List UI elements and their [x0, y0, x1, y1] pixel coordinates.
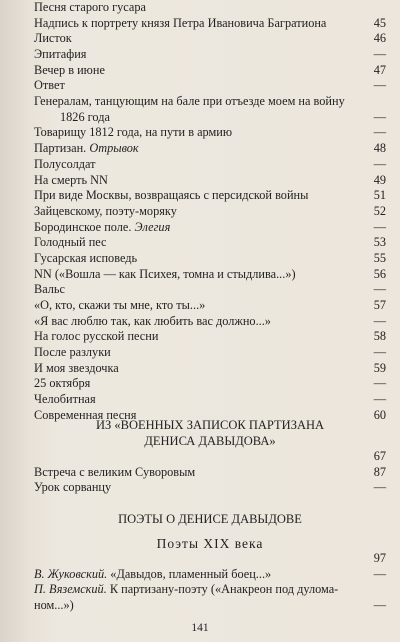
toc-entry-title-text: Товарищу 1812 года, на пути в армию	[34, 125, 233, 140]
toc-entry-title	[34, 0, 358, 16]
toc-entry-title-text: На смерть NN	[34, 172, 108, 187]
section-entries-military-notes	[34, 449, 386, 496]
toc-entry	[34, 157, 386, 173]
toc-entry-title-text: К партизану-поэту («Анакреон под дулома-	[106, 582, 339, 597]
toc-entry-title-text: Песня старого гусара	[34, 0, 146, 14]
toc-entry	[34, 0, 386, 16]
toc-entry-title-text: ном...»)	[34, 598, 74, 613]
toc-entry-title	[34, 298, 358, 314]
toc-entry-title-text: Ответ	[34, 78, 65, 93]
toc-entry-title-text: Вечер в июне	[34, 62, 105, 77]
toc-entry-page: 49	[373, 172, 386, 187]
toc-entry-title-text: Эпитафия	[34, 47, 87, 62]
toc-entry-title	[34, 141, 358, 157]
toc-entry-page: —	[373, 156, 386, 171]
toc-entry-title	[34, 173, 358, 189]
toc-entry-page: —	[373, 219, 386, 234]
toc-entry	[34, 31, 386, 47]
toc-entry-title-text: После разлуки	[34, 345, 111, 360]
toc-entry	[34, 251, 386, 267]
toc-entry-title	[34, 47, 358, 63]
toc-entry-title-text: Полусолдат	[34, 156, 96, 171]
toc-entry	[34, 63, 386, 79]
toc-entry-page: 57	[373, 298, 386, 313]
toc-entry-title	[34, 31, 358, 47]
toc-entry-page: —	[373, 313, 386, 328]
toc-entry	[34, 345, 386, 361]
toc-entry	[34, 141, 386, 157]
toc-entry-page: 87	[373, 464, 386, 479]
toc-entry	[34, 567, 386, 583]
toc-entry-page: 55	[373, 250, 386, 265]
toc-entry-title	[34, 376, 358, 392]
toc-entry-title-text: Генералам, танцующим на бале при отъезде моем на войну	[34, 94, 345, 109]
toc-entry-title-text: «О, кто, скажи ты мне, кто ты...»	[34, 298, 206, 313]
toc-entry-author: В. Жуковский.	[34, 566, 108, 581]
toc-entry-title	[34, 480, 358, 496]
toc-entry-title	[34, 251, 358, 267]
toc-entry-title-text: Зайцевскому, поэту-моряку	[34, 203, 177, 218]
toc-entry	[34, 220, 386, 236]
toc-entry-title	[34, 157, 358, 173]
toc-entry-page: —	[373, 345, 386, 360]
toc-entry-title-text: Вальс	[34, 282, 65, 297]
section-heading-poets	[34, 511, 386, 527]
toc-entry-title-text: NN («Вошла — как Психея, томна и стыдлива...»)	[34, 266, 296, 281]
toc-entry-page: 48	[373, 141, 386, 156]
toc-entry	[34, 298, 386, 314]
toc-entry	[34, 449, 386, 465]
toc-entry-title	[34, 125, 358, 141]
section-heading-military-notes	[34, 417, 386, 449]
toc-entry-title-text: Голодный пес	[34, 235, 107, 250]
toc-entry	[34, 598, 386, 614]
toc-entry	[34, 329, 386, 345]
toc-entry-page: —	[373, 125, 386, 140]
toc-entry-title-text: Челобитная	[34, 392, 96, 407]
toc-entry	[34, 173, 386, 189]
toc-entry-title	[34, 220, 358, 236]
toc-entry-title	[34, 282, 358, 298]
subheading-19th-century: Поэты XIX века	[156, 536, 264, 551]
toc-entry-subtitle: Элегия	[134, 219, 171, 234]
section-heading-line: ИЗ «ВОЕННЫХ ЗАПИСОК ПАРТИЗАНА	[95, 418, 325, 432]
toc-entry-title-text: И моя звездочка	[34, 360, 119, 375]
toc-entry	[34, 480, 386, 496]
toc-entry-page: —	[373, 392, 386, 407]
toc-entry-title-text: Надпись к портрету князя Петра Ивановича Багратиона	[34, 15, 327, 30]
toc-entry-title-text: Современная песня	[34, 407, 137, 422]
toc-entry	[34, 392, 386, 408]
toc-entry-title	[34, 16, 358, 32]
toc-entry-title-text: Партизан.	[34, 141, 90, 156]
toc-entry-subtitle: Отрывок	[89, 141, 139, 156]
table-of-contents	[34, 0, 386, 424]
toc-entry-title-text: Встреча с великим Суворовым	[34, 464, 196, 479]
toc-entry-title-text: 1826 года	[60, 109, 110, 124]
toc-entry-page: 58	[373, 329, 386, 344]
toc-entry-title-text: На голос русской песни	[34, 329, 159, 344]
toc-entry-title	[34, 392, 358, 408]
toc-entry	[34, 361, 386, 377]
toc-entry-page: 46	[373, 31, 386, 46]
toc-entry-page: 59	[373, 360, 386, 375]
toc-entry-page: 45	[373, 15, 386, 30]
toc-entry-page: —	[373, 109, 386, 124]
toc-entry-page: —	[373, 282, 386, 297]
toc-entry	[34, 282, 386, 298]
section-entries-poets	[34, 551, 386, 614]
toc-entry	[34, 314, 386, 330]
toc-entry-page: 56	[373, 266, 386, 281]
toc-entry-title-text: Листок	[34, 31, 72, 46]
toc-entry-title	[34, 567, 358, 583]
toc-entry-title-text: Бородинское поле.	[34, 219, 135, 234]
toc-entry	[34, 126, 386, 142]
toc-entry-page: 67	[373, 448, 386, 463]
toc-entry	[34, 235, 386, 251]
toc-entry-page: —	[373, 47, 386, 62]
toc-entry	[34, 582, 386, 598]
toc-entry-title	[34, 78, 358, 94]
toc-entry-page: 47	[373, 62, 386, 77]
toc-entry-page: 53	[373, 235, 386, 250]
toc-entry	[34, 377, 386, 393]
toc-entry	[34, 47, 386, 63]
toc-entry	[34, 204, 386, 220]
toc-entry-title-text: «Я вас люблю так, как любить вас должно...»	[34, 313, 271, 328]
toc-entry	[34, 110, 386, 126]
toc-entry-title	[34, 361, 358, 377]
toc-entry-title	[34, 63, 358, 79]
toc-entry-page: 51	[373, 188, 386, 203]
toc-entry	[34, 188, 386, 204]
toc-entry	[34, 94, 386, 110]
toc-entry-title-text: Гусарская исповедь	[34, 250, 138, 265]
toc-list	[34, 0, 386, 424]
toc-entry-title-text: При виде Москвы, возвращаясь с персидской войны	[34, 188, 309, 203]
toc-entry-title	[34, 329, 358, 345]
toc-entry-page: —	[373, 566, 386, 581]
toc-entry	[34, 267, 386, 283]
toc-entry-page: —	[373, 598, 386, 613]
toc-entry-title	[34, 598, 358, 614]
toc-entry-page: —	[373, 376, 386, 391]
toc-entry-page: 60	[373, 407, 386, 422]
toc-entry	[34, 551, 386, 567]
toc-entry	[34, 465, 386, 481]
toc-entry-title	[34, 582, 358, 598]
toc-entry	[34, 78, 386, 94]
toc-entry-author: П. Вяземский.	[34, 582, 107, 597]
toc-entry-page: —	[373, 480, 386, 495]
page-number: 141	[191, 622, 209, 634]
toc-entry-title	[34, 235, 358, 251]
toc-entry-title-text: «Давыдов, пламенный боец...»	[107, 566, 272, 581]
toc-entry-title-text: 25 октября	[34, 376, 91, 391]
toc-entry-title	[34, 267, 358, 283]
toc-entry-title-text: Урок сорванцу	[34, 480, 112, 495]
section-heading-line: ПОЭТЫ О ДЕНИСЕ ДАВЫДОВЕ	[118, 512, 302, 526]
toc-entry-title	[34, 188, 358, 204]
section-heading-line: ДЕНИСА ДАВЫДОВА»	[144, 434, 276, 448]
toc-entry-page: —	[373, 78, 386, 93]
toc-entry-title	[34, 314, 358, 330]
toc-entry-title	[34, 204, 358, 220]
toc-entry	[34, 16, 386, 32]
toc-entry-page: 52	[373, 203, 386, 218]
toc-entry-title	[34, 465, 358, 481]
toc-entry-title	[60, 110, 358, 126]
toc-entry-title	[34, 345, 358, 361]
toc-entry-title	[34, 94, 358, 110]
toc-entry-page: 97	[373, 550, 386, 565]
